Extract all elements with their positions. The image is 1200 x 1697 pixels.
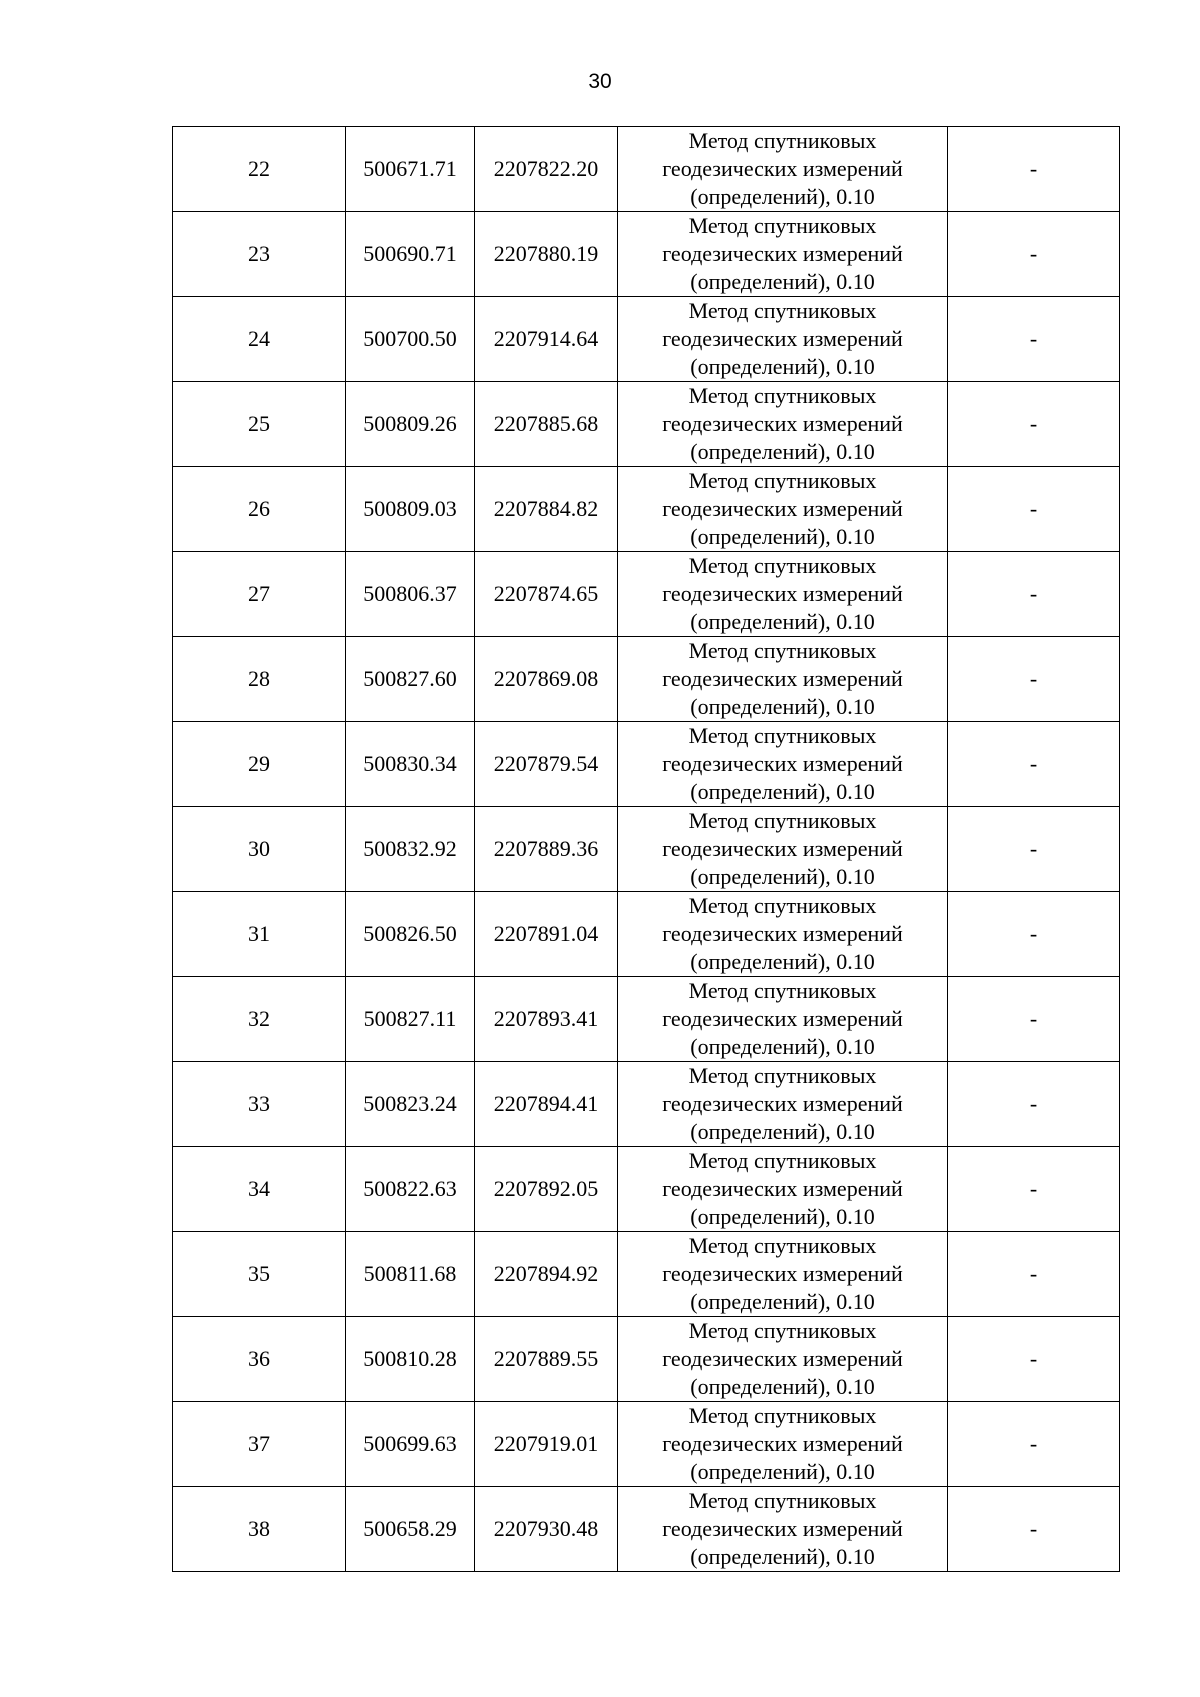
point-number-cell: 37	[173, 1402, 346, 1487]
point-number-cell: 36	[173, 1317, 346, 1402]
method-line: геодезических измерений	[662, 411, 903, 436]
method-line: геодезических измерений	[662, 921, 903, 946]
method-line: геодезических измерений	[662, 1006, 903, 1031]
method-cell	[618, 552, 948, 637]
x-coordinate-cell: 500827.60	[346, 637, 475, 722]
method-line: геодезических измерений	[662, 156, 903, 181]
table-row	[173, 1487, 1120, 1572]
y-coordinate-cell: 2207869.08	[475, 637, 618, 722]
method-line: геодезических измерений	[662, 496, 903, 521]
method-cell	[618, 977, 948, 1062]
note-cell: -	[948, 977, 1120, 1062]
table-row	[173, 552, 1120, 637]
method-line: Метод спутниковых	[688, 553, 877, 578]
note-cell: -	[948, 1062, 1120, 1147]
note-cell: -	[948, 1487, 1120, 1572]
note-cell: -	[948, 1317, 1120, 1402]
method-cell	[618, 382, 948, 467]
x-coordinate-cell: 500671.71	[346, 127, 475, 212]
method-line: геодезических измерений	[662, 581, 903, 606]
coordinates-table-body	[173, 127, 1120, 1572]
y-coordinate-cell: 2207919.01	[475, 1402, 618, 1487]
note-cell: -	[948, 467, 1120, 552]
method-line: геодезических измерений	[662, 241, 903, 266]
method-line: Метод спутниковых	[688, 723, 877, 748]
x-coordinate-cell: 500810.28	[346, 1317, 475, 1402]
method-line: (определений), 0.10	[690, 524, 875, 549]
method-line: Метод спутниковых	[688, 893, 877, 918]
table-row	[173, 807, 1120, 892]
method-cell	[618, 127, 948, 212]
x-coordinate-cell: 500830.34	[346, 722, 475, 807]
method-cell	[618, 722, 948, 807]
table-row	[173, 722, 1120, 807]
point-number-cell: 34	[173, 1147, 346, 1232]
method-line: геодезических измерений	[662, 1091, 903, 1116]
y-coordinate-cell: 2207889.55	[475, 1317, 618, 1402]
table-row	[173, 977, 1120, 1062]
y-coordinate-cell: 2207892.05	[475, 1147, 618, 1232]
method-line: Метод спутниковых	[688, 128, 877, 153]
x-coordinate-cell: 500700.50	[346, 297, 475, 382]
method-line: геодезических измерений	[662, 326, 903, 351]
table-row	[173, 1317, 1120, 1402]
method-line: Метод спутниковых	[688, 1233, 877, 1258]
x-coordinate-cell: 500811.68	[346, 1232, 475, 1317]
x-coordinate-cell: 500822.63	[346, 1147, 475, 1232]
page-number: 30	[588, 70, 612, 93]
table-row	[173, 637, 1120, 722]
y-coordinate-cell: 2207894.92	[475, 1232, 618, 1317]
x-coordinate-cell: 500809.26	[346, 382, 475, 467]
note-cell: -	[948, 892, 1120, 977]
method-line: (определений), 0.10	[690, 1374, 875, 1399]
x-coordinate-cell: 500690.71	[346, 212, 475, 297]
y-coordinate-cell: 2207880.19	[475, 212, 618, 297]
method-line: геодезических измерений	[662, 1346, 903, 1371]
method-cell	[618, 1487, 948, 1572]
method-cell	[618, 637, 948, 722]
method-line: (определений), 0.10	[690, 779, 875, 804]
note-cell: -	[948, 1147, 1120, 1232]
note-cell: -	[948, 1402, 1120, 1487]
table-row	[173, 127, 1120, 212]
method-line: геодезических измерений	[662, 666, 903, 691]
note-cell: -	[948, 552, 1120, 637]
x-coordinate-cell: 500658.29	[346, 1487, 475, 1572]
table-row	[173, 467, 1120, 552]
point-number-cell: 38	[173, 1487, 346, 1572]
table-row	[173, 297, 1120, 382]
method-line: Метод спутниковых	[688, 978, 877, 1003]
x-coordinate-cell: 500809.03	[346, 467, 475, 552]
point-number-cell: 24	[173, 297, 346, 382]
method-line: (определений), 0.10	[690, 1544, 875, 1569]
x-coordinate-cell: 500832.92	[346, 807, 475, 892]
note-cell: -	[948, 212, 1120, 297]
method-line: (определений), 0.10	[690, 1459, 875, 1484]
method-cell	[618, 467, 948, 552]
method-line: Метод спутниковых	[688, 213, 877, 238]
table-row	[173, 1147, 1120, 1232]
note-cell: -	[948, 637, 1120, 722]
y-coordinate-cell: 2207894.41	[475, 1062, 618, 1147]
point-number-cell: 28	[173, 637, 346, 722]
x-coordinate-cell: 500699.63	[346, 1402, 475, 1487]
point-number-cell: 35	[173, 1232, 346, 1317]
method-line: (определений), 0.10	[690, 184, 875, 209]
method-cell	[618, 1147, 948, 1232]
method-line: (определений), 0.10	[690, 1204, 875, 1229]
method-cell	[618, 892, 948, 977]
method-line: Метод спутниковых	[688, 1318, 877, 1343]
method-cell	[618, 1062, 948, 1147]
method-line: Метод спутниковых	[688, 1403, 877, 1428]
y-coordinate-cell: 2207930.48	[475, 1487, 618, 1572]
note-cell: -	[948, 722, 1120, 807]
point-number-cell: 25	[173, 382, 346, 467]
method-line: (определений), 0.10	[690, 1034, 875, 1059]
method-line: Метод спутниковых	[688, 1063, 877, 1088]
table-row	[173, 1402, 1120, 1487]
method-line: геодезических измерений	[662, 1516, 903, 1541]
method-line: (определений), 0.10	[690, 1119, 875, 1144]
y-coordinate-cell: 2207889.36	[475, 807, 618, 892]
method-line: геодезических измерений	[662, 1176, 903, 1201]
method-line: (определений), 0.10	[690, 949, 875, 974]
method-cell	[618, 1232, 948, 1317]
table-row	[173, 212, 1120, 297]
x-coordinate-cell: 500806.37	[346, 552, 475, 637]
y-coordinate-cell: 2207884.82	[475, 467, 618, 552]
method-line: Метод спутниковых	[688, 383, 877, 408]
point-number-cell: 30	[173, 807, 346, 892]
point-number-cell: 27	[173, 552, 346, 637]
coordinates-table	[172, 126, 1120, 1572]
method-line: Метод спутниковых	[688, 1488, 877, 1513]
note-cell: -	[948, 1232, 1120, 1317]
point-number-cell: 33	[173, 1062, 346, 1147]
method-line: Метод спутниковых	[688, 638, 877, 663]
method-line: геодезических измерений	[662, 1431, 903, 1456]
method-line: (определений), 0.10	[690, 694, 875, 719]
method-cell	[618, 1317, 948, 1402]
method-line: (определений), 0.10	[690, 609, 875, 634]
x-coordinate-cell: 500827.11	[346, 977, 475, 1062]
method-line: геодезических измерений	[662, 1261, 903, 1286]
x-coordinate-cell: 500823.24	[346, 1062, 475, 1147]
method-line: Метод спутниковых	[688, 808, 877, 833]
method-line: (определений), 0.10	[690, 864, 875, 889]
point-number-cell: 22	[173, 127, 346, 212]
method-cell	[618, 212, 948, 297]
table-row	[173, 1232, 1120, 1317]
method-cell	[618, 1402, 948, 1487]
y-coordinate-cell: 2207893.41	[475, 977, 618, 1062]
y-coordinate-cell: 2207822.20	[475, 127, 618, 212]
y-coordinate-cell: 2207891.04	[475, 892, 618, 977]
table-row	[173, 1062, 1120, 1147]
method-line: Метод спутниковых	[688, 1148, 877, 1173]
method-cell	[618, 807, 948, 892]
method-line: (определений), 0.10	[690, 354, 875, 379]
table-row	[173, 382, 1120, 467]
point-number-cell: 26	[173, 467, 346, 552]
method-line: (определений), 0.10	[690, 269, 875, 294]
note-cell: -	[948, 807, 1120, 892]
method-line: геодезических измерений	[662, 751, 903, 776]
method-line: Метод спутниковых	[688, 468, 877, 493]
point-number-cell: 31	[173, 892, 346, 977]
method-line: (определений), 0.10	[690, 1289, 875, 1314]
point-number-cell: 32	[173, 977, 346, 1062]
point-number-cell: 29	[173, 722, 346, 807]
method-line: геодезических измерений	[662, 836, 903, 861]
y-coordinate-cell: 2207874.65	[475, 552, 618, 637]
note-cell: -	[948, 382, 1120, 467]
point-number-cell: 23	[173, 212, 346, 297]
method-cell	[618, 297, 948, 382]
method-line: Метод спутниковых	[688, 298, 877, 323]
table-row	[173, 892, 1120, 977]
note-cell: -	[948, 297, 1120, 382]
method-line: (определений), 0.10	[690, 439, 875, 464]
note-cell: -	[948, 127, 1120, 212]
y-coordinate-cell: 2207914.64	[475, 297, 618, 382]
y-coordinate-cell: 2207885.68	[475, 382, 618, 467]
y-coordinate-cell: 2207879.54	[475, 722, 618, 807]
x-coordinate-cell: 500826.50	[346, 892, 475, 977]
